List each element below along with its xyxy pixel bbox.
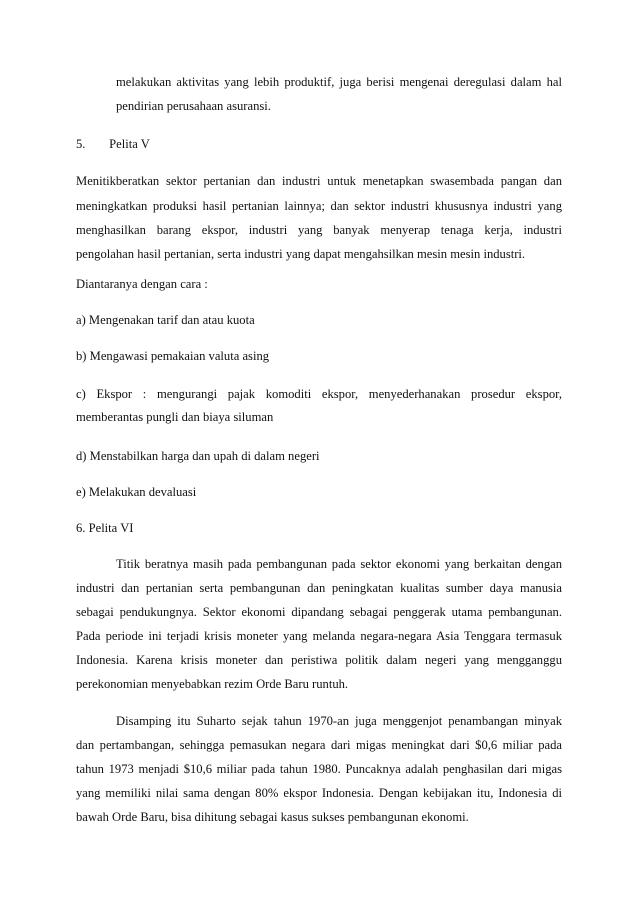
intro-line-2: pendirian perusahaan asuransi.: [116, 99, 271, 113]
pelita-v-paragraph-line-2: meningkatkan produksi hasil pertanian lainnya; dan sektor industri khususnya industri yang: [76, 199, 562, 213]
list-item-c-line-2: memberantas pungli dan biaya siluman: [76, 410, 274, 424]
pelita-vi-p1-line-2: industri dan pertanian serta pembangunan dan peningkatan kualitas sumber daya manusia: [76, 581, 562, 595]
pelita-vi-p2-line-2: dan pertambangan, sehingga pemasukan negara dari migas meningkat dari $0,6 miliar pada: [76, 738, 562, 752]
list-item-b: b) Mengawasi pemakaian valuta asing: [76, 349, 270, 363]
pelita-v-paragraph-line-4: pengolahan hasil pertanian, serta industri yang dapat mengahsilkan mesin mesin industri.: [76, 247, 526, 261]
pelita-vi-heading: 6. Pelita VI: [76, 521, 134, 535]
pelita-vi-p1-line-6: perekonomian menyebabkan rezim Orde Baru runtuh.: [76, 677, 349, 691]
pelita-v-paragraph-line-1: Menitikberatkan sektor pertanian dan industri untuk menetapkan swasembada pangan dan: [76, 174, 562, 188]
pelita-v-number: 5.: [76, 137, 86, 151]
pelita-vi-p1-line-4: Pada periode ini terjadi krisis moneter yang melanda negara-negara Asia Tenggara termasuk: [76, 629, 562, 643]
pelita-vi-p1-line-5: Indonesia. Karena krisis moneter dan peristiwa politik dalam negeri yang mengganggu: [76, 653, 562, 667]
list-item-a: a) Mengenakan tarif dan atau kuota: [76, 313, 255, 327]
pelita-vi-p1-line-1: Titik beratnya masih pada pembangunan pada sektor ekonomi yang berkaitan dengan: [116, 557, 562, 571]
ways-intro: Diantaranya dengan cara :: [76, 277, 208, 291]
list-item-c-line-1: c) Ekspor : mengurangi pajak komoditi ekspor, menyederhanakan prosedur ekspor,: [76, 387, 562, 401]
intro-line-1: melakukan aktivitas yang lebih produktif, juga berisi mengenai deregulasi dalam hal: [116, 75, 562, 89]
pelita-vi-p2-line-3: tahun 1973 menjadi $10,6 miliar pada tahun 1980. Puncaknya adalah penghasilan dari migas: [76, 762, 562, 776]
pelita-vi-p2-line-4: yang memiliki nilai sama dengan 80% ekspor Indonesia. Dengan kebijakan itu, Indonesia di: [76, 786, 562, 800]
list-item-e: e) Melakukan devaluasi: [76, 485, 197, 499]
pelita-vi-p2-line-1: Disamping itu Suharto sejak tahun 1970-an juga menggenjot penambangan minyak: [116, 714, 562, 728]
pelita-v-title: Pelita V: [109, 137, 150, 151]
pelita-vi-p2-line-5: bawah Orde Baru, bisa dihitung sebagai kasus sukses pembangunan ekonomi.: [76, 810, 469, 824]
pelita-vi-p1-line-3: sebagai pendukungnya. Sektor ekonomi dipandang sebagai penggerak utama pembangunan.: [76, 605, 562, 619]
pelita-v-heading: [76, 136, 562, 152]
list-item-d: d) Menstabilkan harga dan upah di dalam negeri: [76, 449, 320, 463]
pelita-v-paragraph-line-3: menghasilkan barang ekspor, industri yang banyak menyerap tenaga kerja, industri: [76, 223, 562, 237]
